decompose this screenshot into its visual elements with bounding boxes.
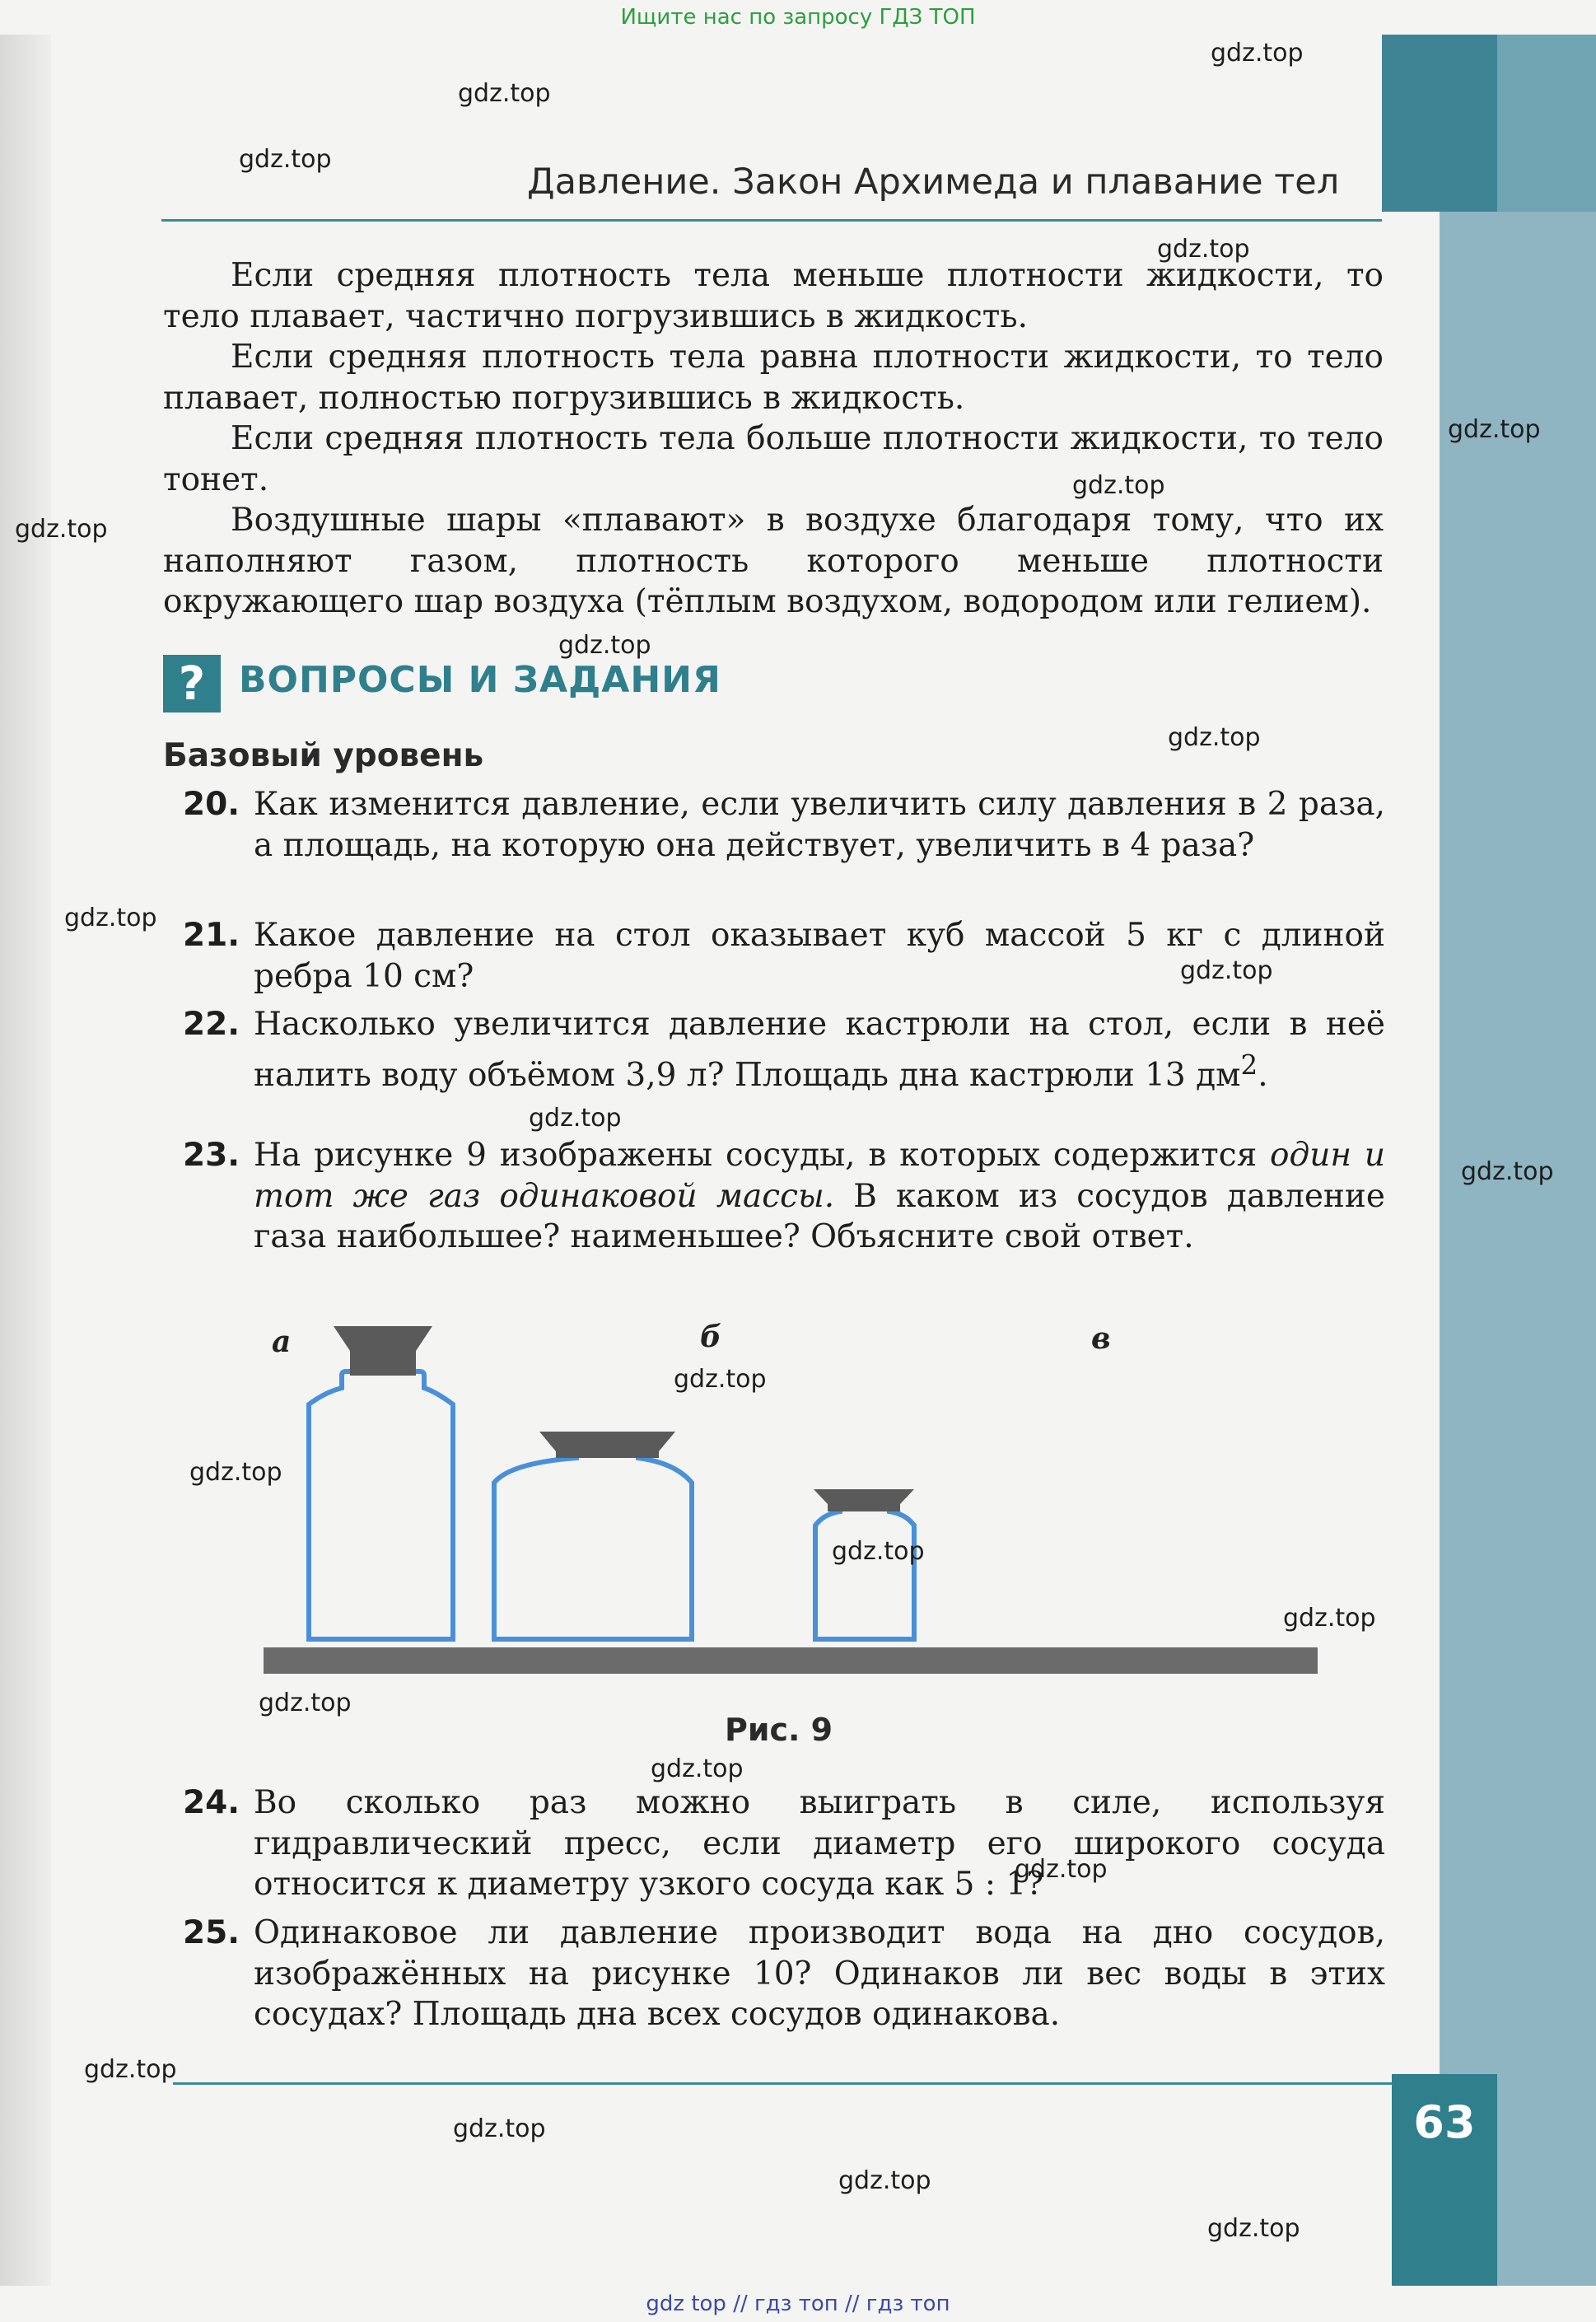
watermark[interactable]: gdz.top (651, 1754, 744, 1783)
task-text (254, 1135, 1385, 1258)
task-24 (163, 1782, 1385, 1905)
figure-label-a: а (272, 1325, 292, 1359)
task-number: 20. (183, 786, 240, 823)
page-spine-shadow (0, 35, 51, 2286)
question-icon: ? (163, 655, 221, 712)
piston-b (539, 1432, 675, 1458)
task-number: 21. (183, 917, 240, 954)
side-stripe-header-block (1382, 35, 1497, 212)
bottom-banner[interactable]: gdz top // гдз топ // гдз топ (646, 2292, 950, 2316)
watermark[interactable]: gdz.top (674, 1365, 767, 1394)
watermark[interactable]: gdz.top (64, 904, 157, 932)
watermark[interactable]: gdz.top (1283, 1604, 1376, 1633)
watermark[interactable]: gdz.top (1157, 235, 1250, 264)
watermark[interactable]: gdz.top (1448, 415, 1541, 444)
task-25 (163, 1913, 1385, 2035)
watermark[interactable]: gdz.top (1180, 956, 1273, 985)
task-text-italic: один и тот же газ одинаковой массы. (254, 1137, 1385, 1215)
task-text (254, 1004, 1385, 1096)
task-text-end: В каком из сосудов давление газа наибольшее? наименьшее? Объясните свой ответ. (254, 1177, 1385, 1255)
task-number: 25. (183, 1914, 240, 1951)
vessel-c (815, 1503, 914, 1639)
figure-caption: Рис. 9 (725, 1712, 833, 1748)
task-number: 22. (183, 1006, 240, 1043)
watermark[interactable]: gdz.top (838, 2166, 931, 2195)
task-text: Во сколько раз можно выиграть в силе, используя гидравлический пресс, если диаметр его широкого сосуда относится к диаметру узкого сосуда как 5 : 1? (254, 1784, 1385, 1903)
watermark[interactable]: gdz.top (1207, 2214, 1300, 2243)
shelf (264, 1647, 1318, 1674)
watermark[interactable]: gdz.top (1168, 723, 1261, 752)
task-text: Какое давление на стол оказывает куб массой 5 кг с длиной ребра 10 см? (254, 917, 1385, 995)
figure-9 (247, 1310, 1318, 1697)
page-header-title: Давление. Закон Архимеда и плавание тел (527, 161, 1340, 203)
task-number: 23. (183, 1137, 240, 1174)
watermark[interactable]: gdz.top (84, 2055, 177, 2084)
task-text: Как изменится давление, если увеличить силу давления в 2 раза, а площадь, на которую она действует, увеличить в 4 раза? (254, 786, 1385, 864)
figure-label-b: б (700, 1320, 721, 1354)
task-text-end: . (1258, 1056, 1268, 1094)
task-20 (163, 784, 1385, 866)
paragraph: Если средняя плотность тела больше плотности жидкости, то тело тонет. (163, 420, 1384, 498)
piston-a (334, 1326, 432, 1376)
piston-c (814, 1489, 914, 1511)
subsection-title: Базовый уровень (163, 737, 484, 774)
watermark[interactable]: gdz.top (15, 515, 108, 544)
superscript: 2 (1240, 1049, 1258, 1081)
watermark[interactable]: gdz.top (1015, 1855, 1108, 1884)
section-title: ВОПРОСЫ И ЗАДАНИЯ (239, 659, 721, 701)
vessel-a (309, 1371, 453, 1639)
watermark[interactable]: gdz.top (239, 145, 332, 174)
watermark[interactable]: gdz.top (1072, 471, 1165, 500)
watermark[interactable]: gdz.top (529, 1104, 622, 1133)
task-text-start: На рисунке 9 изображены сосуды, в которых содержится (254, 1137, 1271, 1174)
theory-text (163, 255, 1384, 623)
header-rule (161, 219, 1382, 222)
paragraph: Если средняя плотность тела меньше плотности жидкости, то тело плавает, частично погрузившись в жидкость. (163, 257, 1384, 335)
paragraph: Воздушные шары «плавают» в воздухе благодаря тому, что их наполняют газом, плотность которого меньше плотности окружающего шар воздуха (тёплым воздухом, водородом или гелием). (163, 502, 1384, 620)
footer-rule (173, 2082, 1392, 2085)
watermark[interactable]: gdz.top (558, 631, 651, 660)
watermark[interactable]: gdz.top (1461, 1157, 1554, 1186)
task-22 (163, 1004, 1385, 1096)
task-text: Одинаковое ли давление производит вода на дно сосудов, изображённых на рисунке 10? Одинаков ли вес воды в этих сосудах? Площадь дна всех сосудов одинакова. (254, 1914, 1385, 2033)
watermark[interactable]: gdz.top (189, 1458, 282, 1487)
watermark[interactable]: gdz.top (832, 1537, 925, 1566)
task-23 (163, 1135, 1385, 1258)
side-stripe-header-block-light (1497, 35, 1596, 212)
watermark[interactable]: gdz.top (453, 2114, 546, 2143)
task-text-main: Насколько увеличится давление кастрюли на стол, если в неё налить воду объёмом 3,9 л? Площадь дна кастрюли 13 дм (254, 1006, 1385, 1094)
watermark[interactable]: gdz.top (259, 1689, 352, 1717)
task-number: 24. (183, 1784, 240, 1821)
paragraph: Если средняя плотность тела равна плотности жидкости, то тело плавает, полностью погрузившись в жидкость. (163, 339, 1384, 417)
page-number: 63 (1413, 2096, 1476, 2148)
watermark[interactable]: gdz.top (458, 79, 551, 108)
watermark[interactable]: gdz.top (1211, 39, 1304, 68)
figure-label-c: в (1091, 1321, 1111, 1356)
vessel-b (494, 1448, 692, 1639)
top-banner[interactable]: Ищите нас по запросу ГДЗ ТОП (620, 5, 976, 30)
